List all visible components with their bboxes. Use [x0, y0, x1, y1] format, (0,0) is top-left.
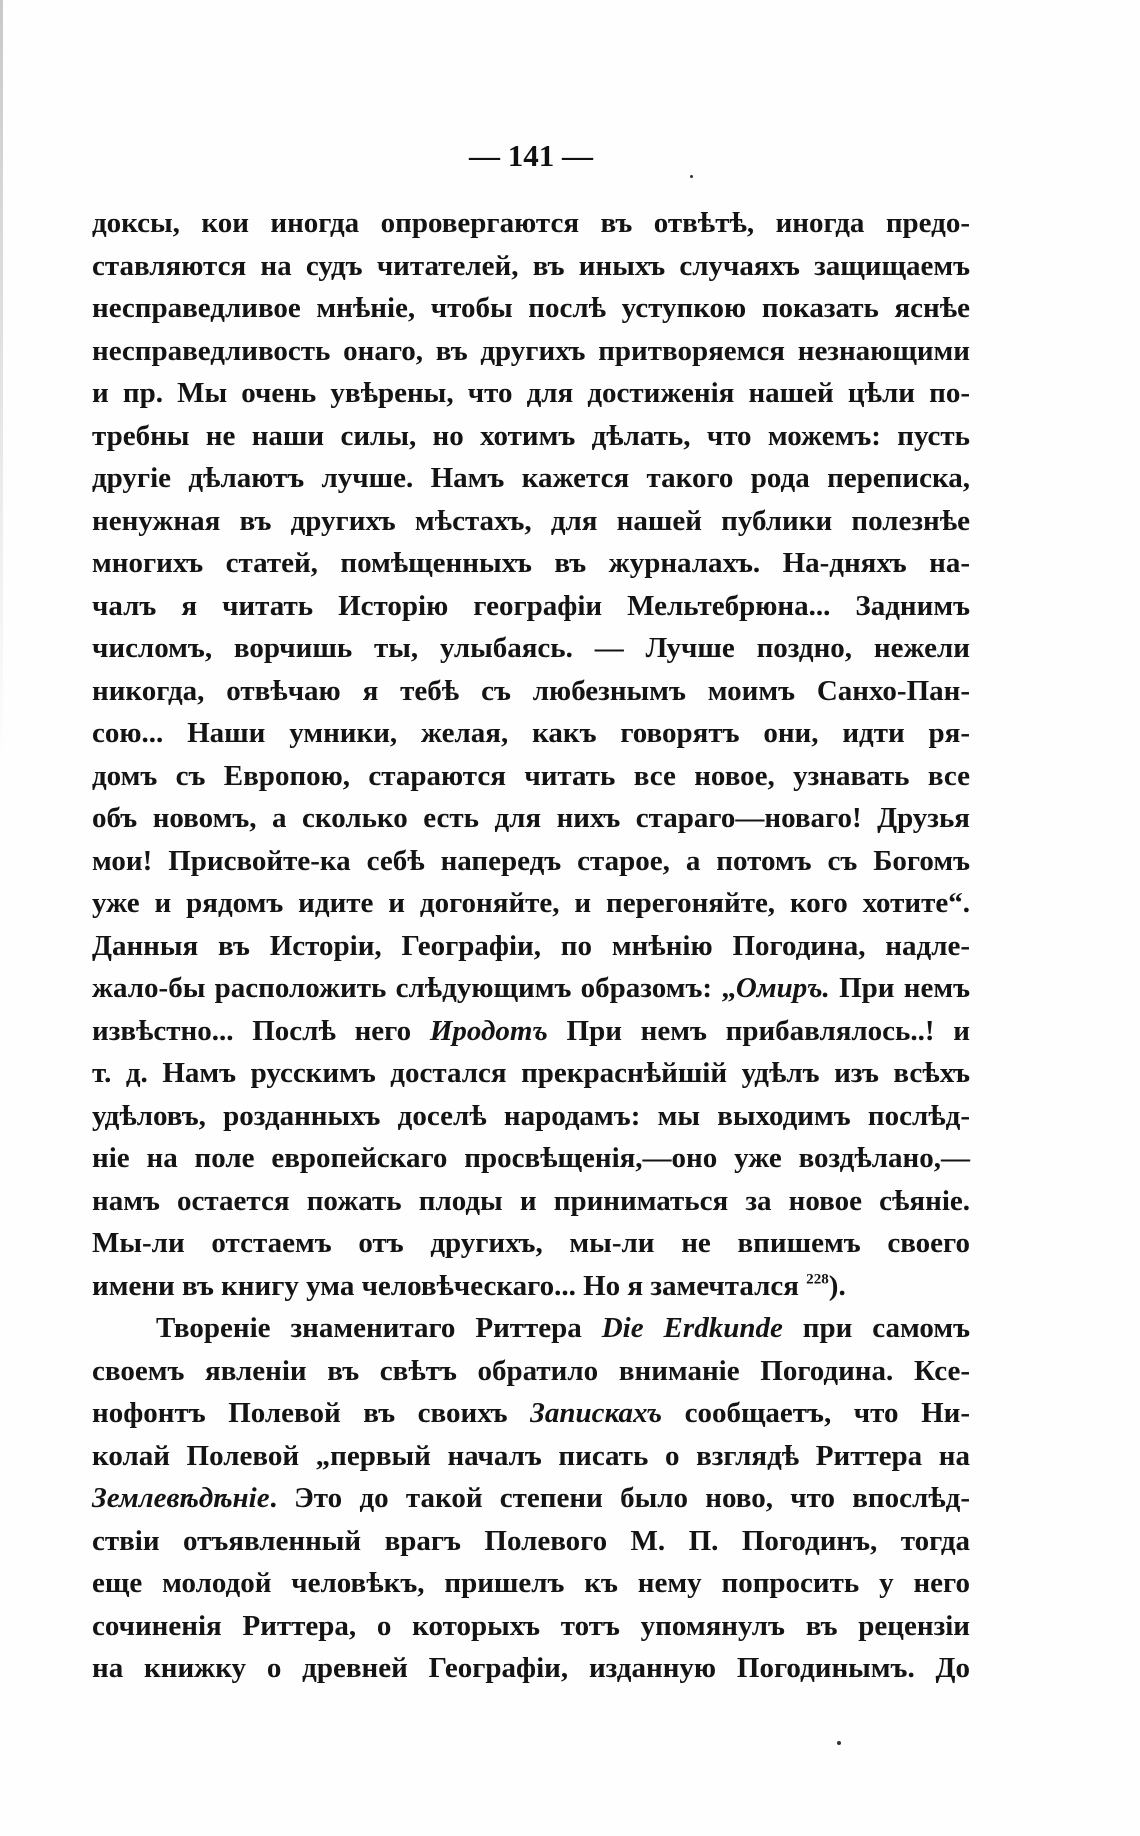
text-line: [92, 1222, 970, 1265]
text-line: [92, 457, 970, 500]
text-line: [92, 627, 970, 670]
italic-run: Землевѣдѣніе: [92, 1482, 270, 1514]
text-line: [92, 245, 970, 288]
text-run: Твореніе знаменитаго Риттера: [156, 1312, 602, 1344]
text-line: [92, 1562, 970, 1605]
text-line: [92, 882, 970, 925]
text-run: своемъ явленіи въ свѣтъ обратило вниманіе Погодина. Ксе-: [92, 1354, 970, 1387]
text-line: [92, 287, 970, 330]
text-run: на книжку о древней Географіи, изданную Погодинымъ. До: [92, 1652, 970, 1684]
text-line: [92, 670, 970, 713]
text-run: несправедливое мнѣніе, чтобы послѣ уступкою показать яснѣе: [92, 292, 970, 324]
text-run: При немъ: [829, 972, 970, 1004]
text-run: извѣстно... Послѣ него: [92, 1014, 430, 1047]
scan-speck: [690, 175, 693, 178]
text-run: сообщаетъ, что Ни-: [662, 1397, 970, 1429]
text-line: [92, 1605, 970, 1648]
text-line: [92, 840, 970, 883]
italic-run: Die Erdkunde: [601, 1312, 783, 1344]
text-line: [92, 967, 970, 1010]
text-run: ставляются на судъ читателей, въ иныхъ случаяхъ защищаемъ: [92, 249, 970, 282]
text-line: [92, 797, 970, 840]
text-line: [92, 755, 970, 798]
text-run: уже и рядомъ идите и догоняйте, и перегоняйте, кого хотите“.: [92, 887, 970, 919]
text-run: другіе дѣлаютъ лучше. Намъ кажется такого рода переписка,: [92, 462, 970, 494]
text-run: ніе на поле европейскаго просвѣщенія,—оно уже воздѣлано,—: [92, 1142, 970, 1174]
text-line: [92, 330, 970, 373]
text-run: имени въ книгу ума человѣческаго... Но я замечтался: [92, 1269, 807, 1302]
text-run: ствіи отъявленный врагъ Полевого М. П. Погодинъ, тогда: [92, 1524, 970, 1557]
text-run: и пр. Мы очень увѣрены, что для достиженія нашей цѣли по-: [92, 377, 970, 409]
text-run: сочиненія Риттера, о которыхъ тотъ упомянулъ въ рецензіи: [92, 1609, 970, 1642]
text-run: мои! Присвойте-ка себѣ напередъ старое, а потомъ съ Богомъ: [92, 844, 970, 877]
text-run: чалъ я читать Исторію географіи Мельтебрюна... Заднимъ: [92, 589, 970, 622]
text-line: [92, 1265, 970, 1308]
text-line: [92, 202, 970, 245]
text-run: нофонтъ Полевой въ своихъ: [92, 1397, 531, 1429]
italic-run: Иродотъ: [429, 1014, 548, 1047]
text-line: [92, 1392, 970, 1435]
text-run: многихъ статей, помѣщенныхъ въ журналахъ. На-дняхъ на-: [92, 547, 970, 579]
text-line: [92, 1010, 970, 1053]
text-line: [92, 925, 970, 968]
text-run: домъ съ Европою, стараются читать все новое, узнавать все: [92, 759, 970, 792]
text-run: при самомъ: [782, 1312, 970, 1344]
paragraph: [92, 202, 970, 1307]
text-run: сою... Наши умники, желая, какъ говорятъ они, идти ря-: [92, 717, 970, 749]
text-run: колай Полевой „первый началъ писать о взглядѣ Риттера на: [92, 1439, 970, 1472]
text-line: [92, 1052, 970, 1095]
text-run: намъ остается пожать плоды и приниматься за новое сѣяніе.: [92, 1184, 970, 1217]
text-line: [92, 1307, 970, 1350]
text-line: [92, 1180, 970, 1223]
text-run: При немъ прибавлялось..! и: [547, 1014, 970, 1047]
text-line: [92, 500, 970, 543]
text-run: ненужная въ другихъ мѣстахъ, для нашей публики полезнѣе: [92, 504, 970, 537]
text-run: . Это до такой степени было ново, что впослѣд-: [269, 1482, 970, 1514]
text-run: объ новомъ, а сколько есть для нихъ стараго—новаго! Друзья: [92, 802, 970, 834]
text-run: Мы-ли отстаемъ отъ другихъ, мы-ли не впишемъ своего: [92, 1227, 970, 1259]
text-run: несправедливость онаго, въ другихъ притворяемся незнающими: [92, 334, 970, 367]
text-line: [92, 372, 970, 415]
text-line: [92, 1477, 970, 1520]
text-line: [92, 1095, 970, 1138]
text-line: [92, 585, 970, 628]
text-run: Данныя въ Исторіи, Географіи, по мнѣнію Погодина, надле-: [92, 929, 970, 962]
text-block: [92, 202, 970, 1690]
italic-run: Омиръ.: [735, 972, 830, 1004]
paragraph: [92, 1307, 970, 1690]
text-line: [92, 1137, 970, 1180]
italic-run: Запискахъ: [530, 1397, 663, 1429]
footnote-ref: 228: [806, 1271, 829, 1288]
text-run: т. д. Намъ русскимъ достался прекраснѣйшій удѣлъ изъ всѣхъ: [92, 1057, 970, 1089]
text-line: [92, 415, 970, 458]
scan-speck: [837, 1741, 841, 1745]
text-line: [92, 1520, 970, 1563]
text-line: [92, 542, 970, 585]
text-line: [92, 1647, 970, 1690]
text-line: [92, 1435, 970, 1478]
text-run: числомъ, ворчишь ты, улыбаясь. — Лучше поздно, нежели: [92, 632, 970, 664]
scan-edge-shadow: [0, 0, 3, 760]
text-line: [92, 712, 970, 755]
page-number: — 141 —: [469, 138, 593, 173]
text-run: жало-бы расположить слѣдующимъ образомъ: „: [92, 972, 736, 1004]
text-line: [92, 1350, 970, 1393]
text-run: еще молодой человѣкъ, пришелъ къ нему попросить у него: [92, 1567, 970, 1599]
text-run: доксы, кои иногда опровергаются въ отвѣтѣ, иногда предо-: [92, 207, 970, 239]
text-run: никогда, отвѣчаю я тебѣ съ любезнымъ моимъ Санхо-Пан-: [92, 674, 970, 707]
text-run: ).: [828, 1269, 846, 1302]
text-run: требны не наши силы, но хотимъ дѣлать, что можемъ: пусть: [92, 419, 970, 452]
text-run: удѣловъ, розданныхъ доселѣ народамъ: мы выходимъ послѣд-: [92, 1099, 970, 1132]
